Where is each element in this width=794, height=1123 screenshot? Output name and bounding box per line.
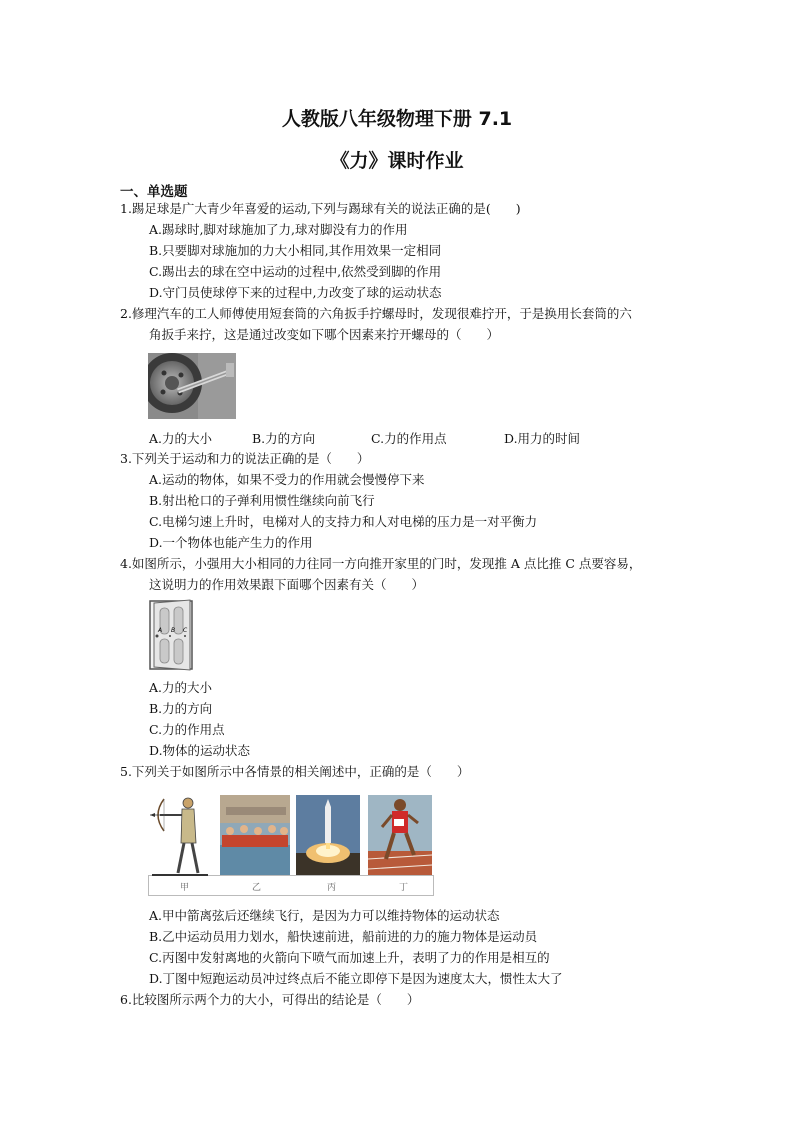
question-2-option-b: B.力的方向 bbox=[252, 431, 316, 446]
question-2-stem-line-1: 2.修理汽车的工人师傅使用短套筒的六角扳手拧螺母时，发现很难拧开，于是换用长套筒的六 bbox=[120, 306, 632, 321]
question-1-option-b: B.只要脚对球施加的力大小相同,其作用效果一定相同 bbox=[149, 243, 442, 258]
question-2-option-c: C.力的作用点 bbox=[371, 431, 447, 446]
caption-ding: 丁 bbox=[399, 883, 409, 893]
section-heading: 一、单选题 bbox=[120, 184, 188, 200]
question-5-option-c: C.丙图中发射离地的火箭向下喷气而加速上升，表明了力的作用是相互的 bbox=[149, 950, 550, 965]
question-3-option-c: C.电梯匀速上升时，电梯对人的支持力和人对电梯的压力是一对平衡力 bbox=[149, 514, 538, 529]
question-5-option-d: D.丁图中短跑运动员冲过终点后不能立即停下是因为速度太大，惯性太大了 bbox=[149, 971, 563, 986]
question-5-option-a: A.甲中箭离弦后还继续飞行，是因为力可以维持物体的运动状态 bbox=[149, 908, 500, 923]
question-1-option-d: D.守门员使球停下来的过程中,力改变了球的运动状态 bbox=[149, 285, 442, 300]
question-6-stem: 6.比较图所示两个力的大小，可得出的结论是（ ） bbox=[120, 992, 420, 1007]
question-4-option-b: B.力的方向 bbox=[149, 701, 213, 716]
question-5-figure-panel bbox=[148, 793, 434, 896]
question-3-option-a: A.运动的物体，如果不受力的作用就会慢慢停下来 bbox=[149, 472, 425, 487]
caption-yi: 乙 bbox=[252, 883, 262, 893]
question-1-option-c: C.踢出去的球在空中运动的过程中,依然受到脚的作用 bbox=[149, 264, 442, 279]
question-2-option-a: A.力的大小 bbox=[149, 431, 213, 446]
question-3-option-b: B.射出枪口的子弹利用惯性继续向前飞行 bbox=[149, 493, 375, 508]
question-4-stem-line-2: 这说明力的作用效果跟下面哪个因素有关（ ） bbox=[149, 577, 425, 592]
question-1-stem: 1.踢足球是广大青少年喜爱的运动,下列与踢球有关的说法正确的是( ) bbox=[120, 201, 521, 216]
archer-drawing bbox=[150, 795, 213, 875]
rocket-launch-photo bbox=[296, 795, 360, 875]
title-line-2: 《力》课时作业 bbox=[330, 150, 464, 172]
caption-jia: 甲 bbox=[180, 883, 190, 893]
title-line-1: 人教版八年级物理下册 7.1 bbox=[281, 108, 513, 130]
question-1-option-a: A.踢球时,脚对球施加了力,球对脚没有力的作用 bbox=[149, 222, 408, 237]
question-4-stem-line-1: 4.如图所示，小强用大小相同的力往同一方向推开家里的门时，发现推 A 点比推 C 点要容易， bbox=[120, 556, 642, 571]
caption-bing: 丙 bbox=[327, 883, 337, 893]
question-2-option-d: D.用力的时间 bbox=[504, 431, 581, 446]
door-label-b: B bbox=[171, 627, 176, 634]
question-3-option-d: D.一个物体也能产生力的作用 bbox=[149, 535, 313, 550]
door-label-c: C bbox=[183, 627, 188, 634]
question-2-stem-line-2: 角扳手来拧，这是通过改变如下哪个因素来拧开螺母的（ ） bbox=[149, 327, 500, 342]
question-4-option-d: D.物体的运动状态 bbox=[149, 743, 251, 758]
door-label-a: A bbox=[158, 627, 163, 634]
question-4-option-c: C.力的作用点 bbox=[149, 722, 225, 737]
question-5-stem: 5.下列关于如图所示中各情景的相关阐述中，正确的是（ ） bbox=[120, 764, 470, 779]
runner-photo bbox=[368, 795, 432, 875]
question-4-option-a: A.力的大小 bbox=[149, 680, 213, 695]
door-figure bbox=[148, 599, 196, 671]
dragon-boat-photo bbox=[220, 795, 290, 875]
question-3-stem: 3.下列关于运动和力的说法正确的是（ ） bbox=[120, 451, 370, 466]
wrench-tire-photo bbox=[148, 353, 236, 419]
question-5-option-b: B.乙中运动员用力划水，船快速前进，船前进的力的施力物体是运动员 bbox=[149, 929, 538, 944]
